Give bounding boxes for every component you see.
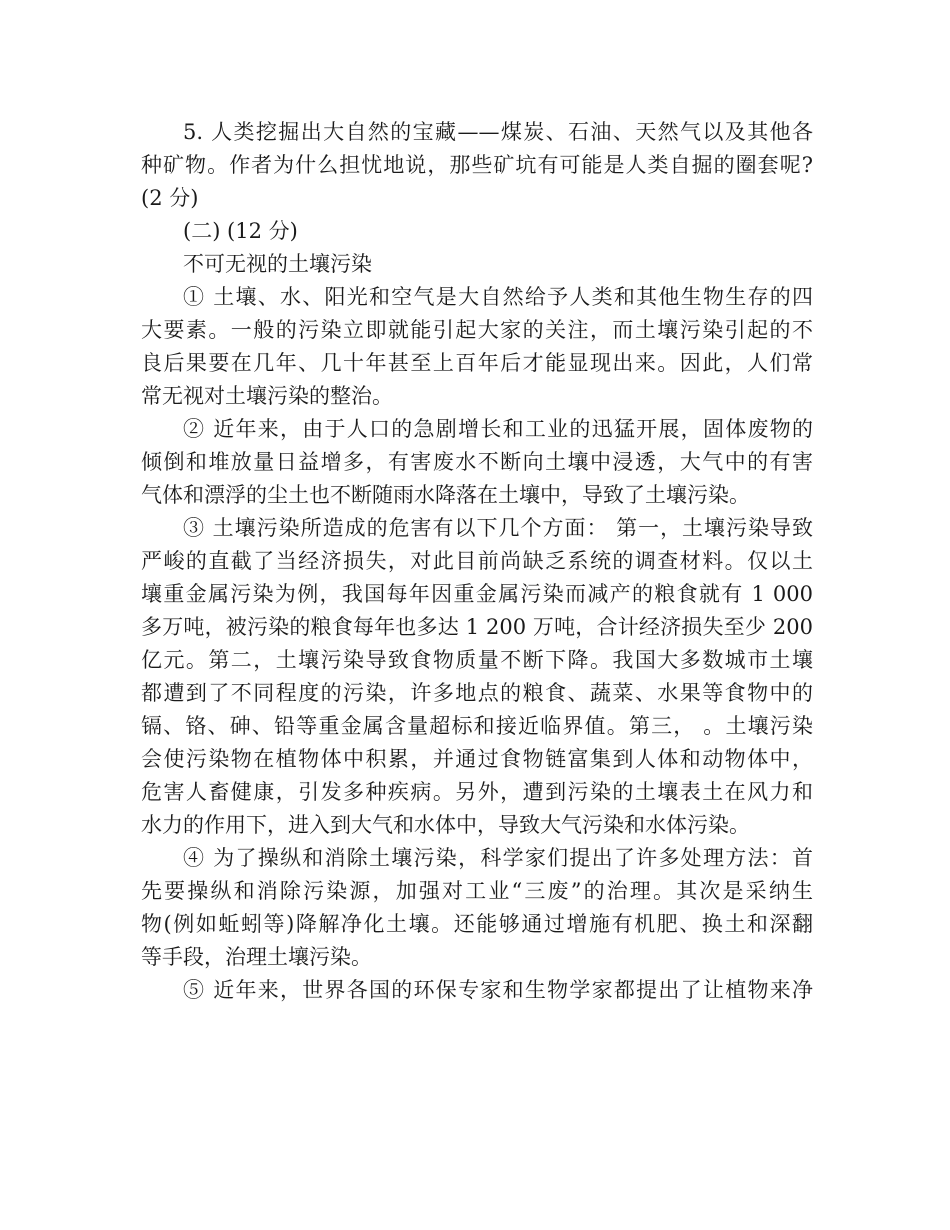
text-line: 壤重金属污染为例，我国每年因重金属污染而减产的粮食就有 1 000 xyxy=(141,582,813,606)
text-line: 常无视对土壤污染的整治。 xyxy=(141,384,393,408)
text-line: 气体和漂浮的尘土也不断随雨水降落在土壤中，导致了土壤污染。 xyxy=(141,483,750,507)
text-line: 亿元。第二，土壤污染导致食物质量不断下降。我国大多数城市土壤 xyxy=(141,648,813,672)
paragraph-4 xyxy=(141,842,813,974)
section-heading: (二) (12 分) xyxy=(183,219,298,243)
paragraph-5 xyxy=(141,974,813,1007)
text-line: 种矿物。作者为什么担忧地说，那些矿坑有可能是人类自掘的圈套呢? xyxy=(141,153,813,177)
text-line: 大要素。一般的污染立即就能引起大家的关注，而土壤污染引起的不 xyxy=(141,318,813,342)
text-line: ② 近年来，由于人口的急剧增长和工业的迅猛开展，固体废物的 xyxy=(183,417,813,441)
text-line: 倾倒和堆放量日益增多，有害废水不断向土壤中浸透，大气中的有害 xyxy=(141,450,813,474)
text-line: 物(例如蚯蚓等)降解净化土壤。还能够通过增施有机肥、换土和深翻 xyxy=(141,912,813,936)
text-line: 镉、铬、砷、铅等重金属含量超标和接近临界值。第三， 。土壤污染 xyxy=(141,714,813,738)
text-line: ④ 为了操纵和消除土壤污染，科学家们提出了许多处理方法：首 xyxy=(183,846,813,870)
article-title: 不可无视的土壤污染 xyxy=(183,252,372,276)
text-line: 水力的作用下，进入到大气和水体中，导致大气污染和水体污染。 xyxy=(141,813,750,837)
text-line: 等手段，治理土壤污染。 xyxy=(141,945,372,969)
text-line: 先要操纵和消除污染源，加强对工业“三废”的治理。其次是采纳生 xyxy=(141,879,813,903)
text-line: 严峻的直截了当经济损失，对此目前尚缺乏系统的调查材料。仅以土 xyxy=(141,549,813,573)
paragraph-2 xyxy=(141,413,813,512)
text-line: 良后果要在几年、几十年甚至上百年后才能显现出来。因此，人们常 xyxy=(141,351,813,375)
document-page xyxy=(141,116,813,1007)
text-line: ⑤ 近年来，世界各国的环保专家和生物学家都提出了让植物来净 xyxy=(183,978,813,1002)
text-line: ③ 土壤污染所造成的危害有以下几个方面： 第一，土壤污染导致 xyxy=(183,516,813,540)
question-5 xyxy=(141,116,813,215)
text-line: 多万吨，被污染的粮食每年也多达 1 200 万吨，合计经济损失至少 200 xyxy=(141,615,813,639)
text-line: 都遭到了不同程度的污染，许多地点的粮食、蔬菜、水果等食物中的 xyxy=(141,681,813,705)
paragraph-3 xyxy=(141,512,813,842)
text-line: 危害人畜健康，引发多种疾病。另外，遭到污染的土壤表土在风力和 xyxy=(141,780,813,804)
text-line: (2 分) xyxy=(141,186,199,210)
paragraph-1 xyxy=(141,281,813,413)
text-line: ① 土壤、水、阳光和空气是大自然给予人类和其他生物生存的四 xyxy=(183,285,813,309)
text-line: 会使污染物在植物体中积累，并通过食物链富集到人体和动物体中， xyxy=(141,747,813,771)
text-line: 5. 人类挖掘出大自然的宝藏——煤炭、石油、天然气以及其他各 xyxy=(183,120,813,144)
